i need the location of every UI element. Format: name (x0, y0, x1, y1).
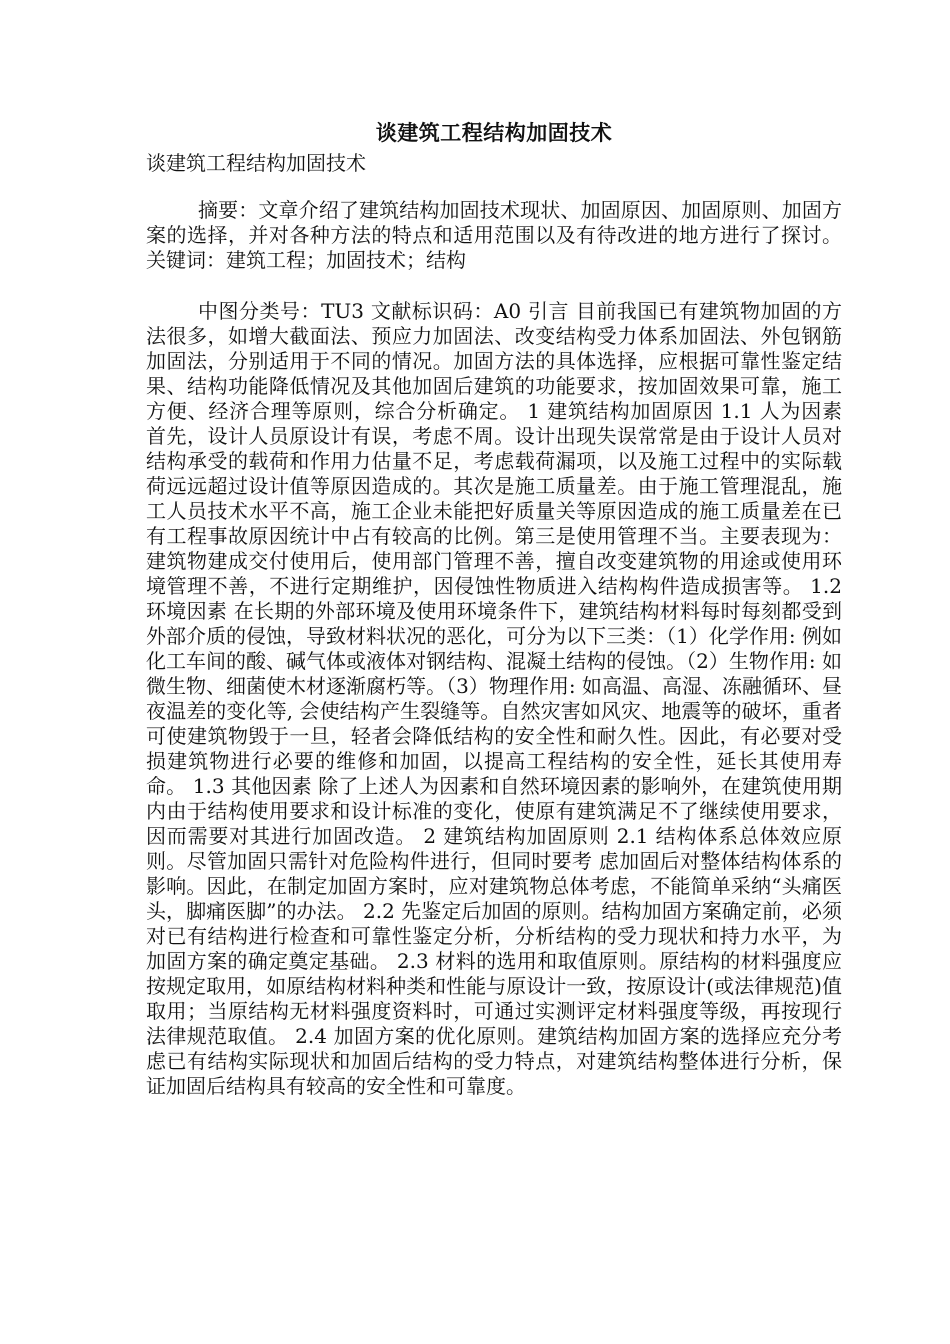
document-subtitle: 谈建筑工程结构加固技术 (146, 151, 366, 175)
abstract-paragraph: 摘要：文章介绍了建筑结构加固技术现状、加固原因、加固原则、加固方案的选择，并对各种方法的特点和适用范围以及有待改进的地方进行了探讨。 关键词：建筑工程；加固技术；结构 (146, 198, 842, 272)
document-title: 谈建筑工程结构加固技术 (375, 120, 613, 145)
body-paragraph: 中图分类号：TU3 文献标识码：A0 引言 目前我国已有建筑物加固的方法很多，如增大截面法、预应力加固法、改变结构受力体系加固法、外包钢筋加固法，分别适用于不同的情况。加固方法的具体选择，应根据可靠性鉴定结果、结构功能降低情况及其他加固后建筑的功能要求，按加固效果可靠，施工方便、经济合理等原则，综合分析确定。 1 建筑结构加固原因 1.1 人为因素 首先，设计人员原设计有误，考虑不周。设计出现失误常常是由于设计人员对结构承受的载荷和作用力估量不足，考虑载荷漏项，以及施工过程中的实际载荷远远超过设计值等原因造成的。其次是施工质量差。由于施工管理混乱，施工人员技术水平不高，施工企业未能把好质量关等原因造成的施工质量差在已有工程事故原因统计中占有较高的比例。第三是使用管理不当。主要表现为：建筑物建成交付使用后，使用部门管理不善，擅自改变建筑物的用途或使用环境管理不善，不进行定期维护，因侵蚀性物质进入结构构件造成损害等。 1.2 环境因素 在长期的外部环境及使用环境条件下，建筑结构材料每时每刻都受到外部介质的侵蚀，导致材料状况的恶化，可分为以下三类：（1）化学作用: 例如化工车间的酸、碱气体或液体对钢结构、混凝土结构的侵蚀。（2）生物作用: 如微生物、细菌使木材逐渐腐朽等。（3）物理作用: 如高温、高湿、冻融循环、昼夜温差的变化等, 会使结构产生裂缝等。自然灾害如风灾、地震等的破坏，重者可使建筑物毁于一旦，轻者会降低结构的安全性和耐久性。因此，有必要对受损建筑物进行必要的维修和加固，以提高工程结构的安全性，延长其使用寿命。 1.3 其他因素 除了上述人为因素和自然环境因素的影响外，在建筑使用期内由于结构使用要求和设计标准的变化，使原有建筑满足不了继续使用要求，因而需要对其进行加固改造。 2 建筑结构加固原则 2.1 结构体系总体效应原则。尽管加固只需针对危险构件进行，但同时要考 虑加固后对整体结构体系的影响。因此，在制定加固方案时，应对建筑物总体考虑，不能简单采纳“头痛医头，脚痛医脚”的办法。 2.2 先鉴定后加固的原则。结构加固方案确定前，必须对已有结构进行检查和可靠性鉴定分析，分析结构的受力现状和持力水平，为加固方案的确定奠定基础。 2.3 材料的选用和取值原则。原结构的材料强度应按规定取用，如原结构材料种类和性能与原设计一致，按原设计(或法律规范)值取用；当原结构无材料强度资料时，可通过实测评定材料强度等级，再按现行法律规范取值。 2.4 加固方案的优化原则。建筑结构加固方案的选择应充分考虑已有结构实际现状和加固后结构的受力特点，对建筑结构整体进行分析，保证加固后结构具有较高的安全性和可靠度。 (146, 299, 842, 1098)
document-page (146, 118, 842, 1099)
